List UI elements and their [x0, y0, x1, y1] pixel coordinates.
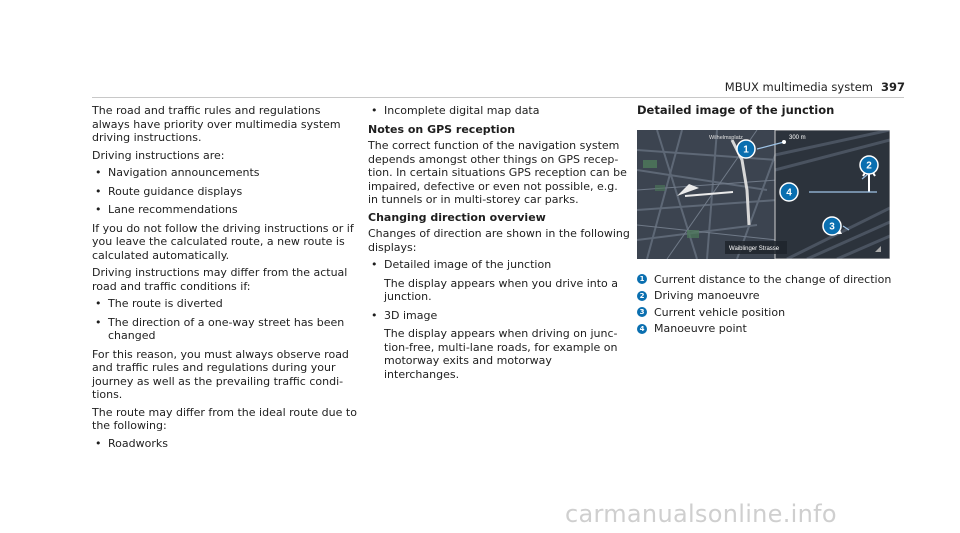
bottom-street-label: Waiblinger Strasse	[729, 245, 780, 252]
list-item: • Route guidance displays	[92, 185, 357, 199]
junction-heading: Detailed image of the junction	[637, 103, 835, 117]
callout-number-1: 1	[637, 274, 647, 284]
svg-text:3: 3	[829, 221, 835, 232]
callout-number-3: 3	[637, 307, 647, 317]
column-3	[637, 104, 907, 339]
list-item: • Navigation announcements	[92, 166, 357, 180]
paragraph: The correct function of the navigation system depends amongst other things on GPS recep-tion. In certain situations GPS reception can be impaired, defective or even not possible, e.g. in tunnels or in multi-storey car parks.	[368, 139, 627, 206]
page-header	[725, 80, 905, 94]
legend-item	[637, 273, 907, 287]
list-item: • Roadworks	[92, 437, 357, 451]
paragraph: Driving instructions may differ from the actual road and traffic conditions if:	[92, 266, 348, 293]
list-item-description: The display appears when driving on junc-tion-free, multi-lane roads, for example on motorway exits and motorway interchanges.	[384, 327, 618, 381]
legend-item	[637, 322, 907, 336]
list-item: • Lane recommendations	[92, 203, 357, 217]
list-item: • Detailed image of the junction	[368, 258, 630, 272]
paragraph: Changes of direction are shown in the following displays:	[368, 227, 630, 254]
list-item: • The route is diverted	[92, 297, 357, 311]
legend-item	[637, 306, 907, 320]
callout-number-2: 2	[637, 291, 647, 301]
callout-3	[823, 217, 841, 235]
svg-text:4: 4	[786, 187, 792, 198]
list-item: • 3D image	[368, 309, 630, 323]
header-divider	[92, 97, 904, 98]
svg-text:2: 2	[866, 160, 872, 171]
list-item: • Incomplete digital map data	[368, 104, 630, 118]
junction-image	[637, 130, 890, 259]
paragraph: The route may differ from the ideal route due to the following:	[92, 405, 357, 432]
legend-text: Driving manoeuvre	[654, 289, 760, 302]
callout-legend	[637, 273, 907, 336]
list-item-description: The display appears when you drive into a junction.	[384, 276, 619, 303]
column-1	[92, 104, 357, 455]
section-heading-direction: Changing direction overview	[368, 210, 546, 224]
junction-map-svg	[637, 130, 890, 259]
callout-1	[737, 140, 755, 158]
legend-text: Manoeuvre point	[654, 322, 747, 335]
watermark: carmanualsonline.info	[565, 500, 837, 528]
paragraph: If you do not follow the driving instructions or if you leave the calculated route, a new route is calculated automatically.	[92, 221, 354, 262]
legend-item	[637, 289, 907, 303]
list-item: • The direction of a one-way street has been changed	[92, 316, 357, 343]
distance-label: 300 m	[789, 134, 806, 141]
legend-text: Current vehicle position	[654, 305, 786, 319]
paragraph: The road and traffic rules and regulations always have priority over multimedia system driving instructions.	[92, 104, 341, 144]
header-title: MBUX multimedia system	[724, 80, 873, 94]
section-heading-gps: Notes on GPS reception	[368, 122, 516, 136]
callout-2	[860, 156, 878, 174]
legend-text: Current distance to the change of direction	[654, 272, 892, 286]
svg-text:1: 1	[743, 144, 749, 155]
paragraph: Driving instructions are:	[92, 148, 225, 162]
callout-number-4: 4	[637, 324, 647, 334]
callout-4	[780, 183, 798, 201]
page-number: 397	[880, 80, 905, 94]
top-street-label: Wilhelmsplatz	[709, 134, 743, 141]
column-2	[368, 104, 630, 386]
paragraph: For this reason, you must always observe road and traffic rules and regulations during your journey as well as the prevailing traffic condi-tions.	[92, 347, 349, 401]
